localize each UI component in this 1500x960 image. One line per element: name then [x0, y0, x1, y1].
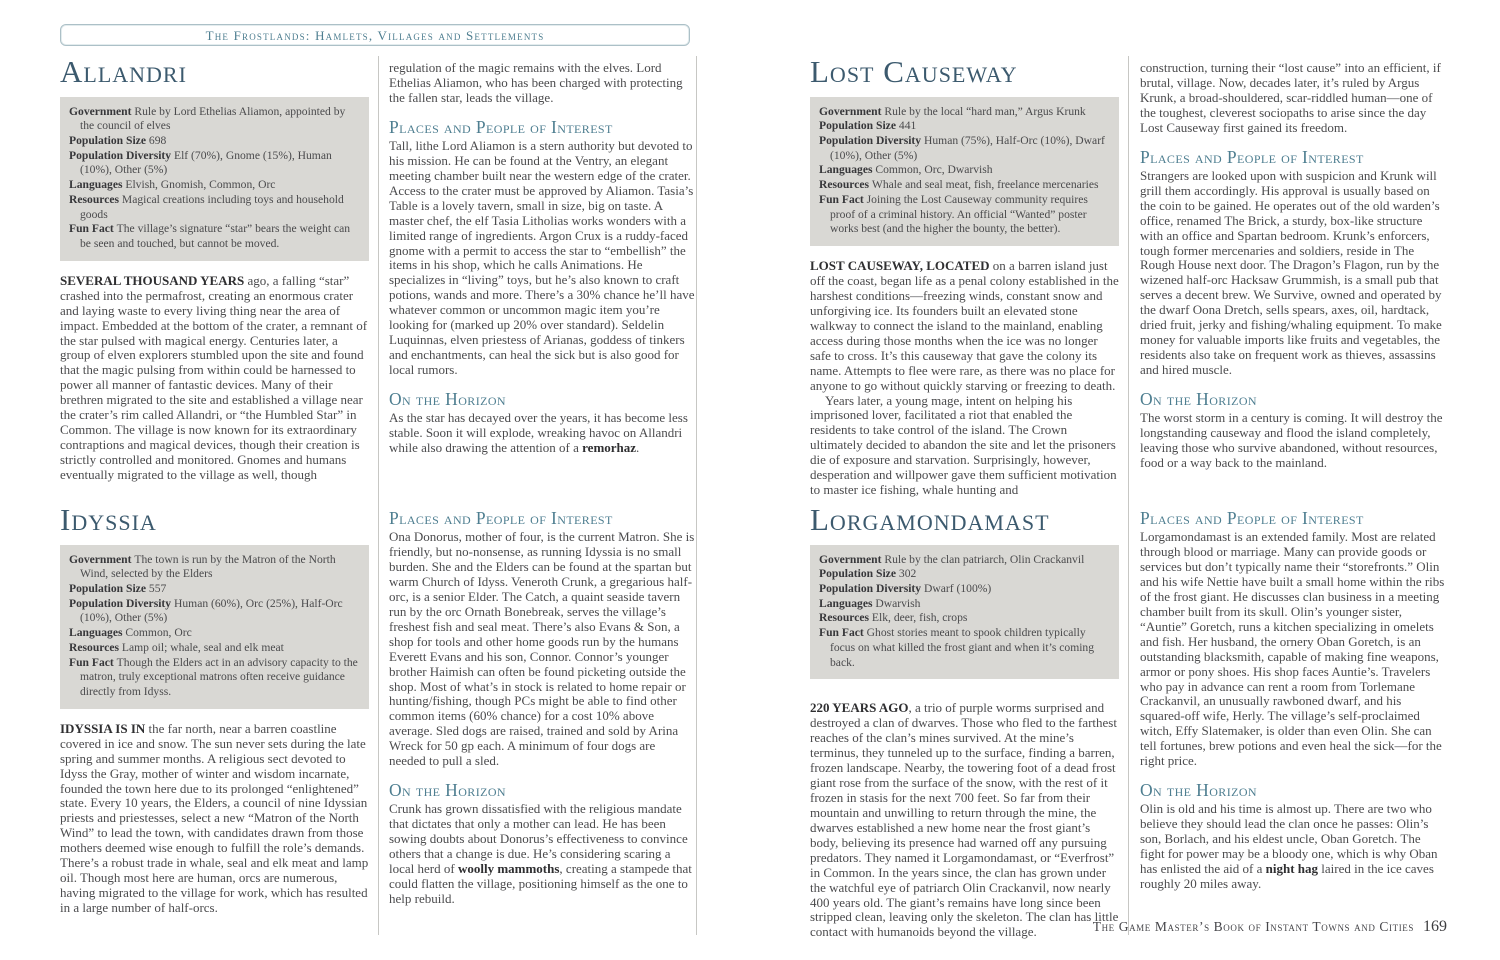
paragraph-lead: LOST CAUSEWAY, LOCATED — [810, 258, 990, 274]
allandri-places-heading: Places and People of Interest — [389, 116, 613, 137]
stat-row: Languages Common, Orc — [69, 626, 192, 640]
lorgamondamast-title: Lorgamondamast — [810, 502, 1050, 537]
lost-causeway-history-paragraph: LOST CAUSEWAY, LOCATED on a barren island just off the coast, began life as a penal colony established in the harshest conditions—freezing winds, constant snow and unforgiving ice. Its founders built an elevated stone walkway to connect the island to the mainland, enabling access during those months when the ice was no longer safe to cross. It’s this causeway that gave the colony its name. Attempts to flee were rare, as there was no place for anyone to go without quickly starving or freezing to death. — [810, 258, 1119, 393]
stat-row: Languages Dwarvish — [819, 596, 921, 610]
lost-causeway-section — [810, 56, 1119, 498]
lorgamondamast-places-text: Lorgamondamast is an extended family. Most are related through blood or marriage. Many can provide goods or services but don’t typically name their “storefronts.” Olin and his wife Nettie have built a small home within the ribs of the frost giant. He discusses clan business in a meeting chamber built from its skull. Olin’s younger sister, “Auntie” Goretch, runs a kitchen specializing in omelets and fish. Her husband, the ornery Oban Goretch, is an outstanding blacksmith, capable of making fine weapons, armor or pony shoes. His shop faces Auntie’s. Travelers who pay in advance can rent a room from Torlemane Crackanvil, an unusually rawboned dwarf, and his squared-off wife, Herly. The village’s self-proclaimed witch, Effy Slatemaker, is older than even Olin. She can tell fortunes, brew potions and even heal the sick—for the right price. — [1140, 529, 1445, 769]
lost-causeway-horizon-heading: On the Horizon — [1140, 388, 1257, 409]
lost-causeway-history-paragraph-2: Years later, a young mage, intent on helping his imprisoned lover, facilitated a riot that enabled the residents to take control of the island. The Crown ultimately decided to abandon the site and let the prisoners die of exposure and starvation. Surprisingly, however, desperation and willpower gave them sufficient motivation to master ice fishing, whale hunting and — [810, 392, 1117, 498]
page-edge-rule — [696, 56, 697, 935]
stat-row: Government Rule by the clan patriarch, Olin Crackanvil — [819, 552, 1085, 566]
stat-row: Government Rule by the local “hard man,” Argus Krunk — [819, 104, 1086, 118]
lorgamondamast-places-heading: Places and People of Interest — [1140, 508, 1364, 528]
paragraph-lead: SEVERAL THOUSAND YEARS — [60, 272, 245, 288]
stat-row: Population Size 441 — [819, 119, 917, 133]
stat-row: Government Rule by Lord Ethelias Aliamon, appointed by the council of elves — [69, 104, 346, 133]
stat-row: Population Diversity Human (75%), Half-Orc (10%), Dwarf (10%), Other (5%) — [819, 134, 1105, 162]
lorgamondamast-horizon-text: Olin is old and his time is almost up. There are two who believe they should lead the clan once he passes: Olin’s son, Borlach, and his eldest uncle, Oban Goretch. The fight for power may be a bloody one, which is why Oban has enlisted the aid of a night hag laired in the ice caves roughly 20 miles away. — [1140, 801, 1438, 891]
stat-row: Resources Elk, deer, fish, crops — [819, 611, 968, 625]
chapter-banner — [60, 24, 690, 46]
stat-row: Languages Elvish, Gnomish, Common, Orc — [69, 178, 276, 192]
stat-row: Resources Lamp oil; whale, seal and elk meat — [69, 640, 284, 654]
idyssia-horizon-text: Crunk has grown dissatisfied with the religious mandate that dictates that only a mother can lead. He has been sowing doubts about Donorus’s effectiveness to convince others that a change is due. He’s considering scaring a local herd of woolly mammoths, creating a stampede that could flatten the village, positioning himself as the one to help rebuild. — [389, 801, 692, 906]
allandri-horizon-text: As the star has decayed over the years, it has become less stable. Soon it will explode, wreaking havoc on Allandri while also drawing the attention of a remorhaz. — [389, 410, 688, 455]
stat-row: Fun Fact Joining the Lost Causeway community requires proof of a criminal history. An official “Wanted” poster works best (and the higher the bounty, the better). — [819, 192, 1088, 236]
allandri-continuation-paragraph: regulation of the magic remains with the elves. Lord Ethelias Aliamon, who has been charged with protecting the fallen star, leads the village. — [389, 60, 683, 105]
lost-causeway-section-continued — [1140, 56, 1446, 471]
idyssia-section-continued — [389, 504, 695, 907]
column-divider — [378, 56, 379, 935]
idyssia-places-heading: Places and People of Interest — [389, 508, 613, 528]
stat-row: Government The town is run by the Matron of the North Wind, selected by the Elders — [69, 552, 336, 581]
idyssia-history-paragraph: IDYSSIA IS IN the far north, near a barren coastline covered in ice and snow. The sun never sets during the late spring and summer months. A religious sect devoted to Idyss the Gray, mother of winter and wisdom incarnate, founded the town here due to its prolonged “enlightened” state. Every 10 years, the Elders, a council of nine Idyssian priests and priestesses, select a new “Matron of the North Wind” to lead the town, with candidates drawn from those mothers deemed wise enough to fulfill the role’s demands. There’s a robust trade in whale, seal and elk meat and lamp oil. Though most here are human, orcs are numerous, having migrated to the village for work, which has resulted in a large number of half-orcs. — [60, 720, 369, 916]
lorgamondamast-section-continued — [1140, 504, 1446, 892]
idyssia-stat-box — [60, 545, 369, 709]
lorgamondamast-history-paragraph: 220 YEARS AGO, a trio of purple worms surprised and destroyed a clan of dwarves. Those who fled to the farthest reaches of the clan’s mines survived. At the mine’s terminus, they tunneled up to the surface, finding a barren, frozen landscape. Nearby, the towering foot of a dead frost giant rose from the surface of the snow, with the rest of it frozen in stasis for the next 700 feet. So far from their mountain and unwilling to return through the mine, the dwarves established a new home near the frost giant’s body, believing its presence had warned off any pursuing predators. They named it Lorgamondamast, or “Everfrost” in Common. In the years since, the clan has grown under the watchful eye of patriarch Olin Crackanvil, now nearly 400 years old. The giant’s remains have long since been stripped clean, leaving only the skeleton. The clan has little contact with humanoids beyond the village. — [810, 700, 1119, 940]
stat-row: Resources Whale and seal meat, fish, freelance mercenaries — [819, 178, 1099, 192]
stat-row: Population Size 698 — [69, 134, 167, 148]
allandri-history-paragraph: SEVERAL THOUSAND YEARS ago, a falling “star” crashed into the permafrost, creating an enormous crater and laying waste to every living thing near the area of impact. Embedded at the bottom of the crater, a remnant of the star pulsed with magical energy. Centuries later, a group of elven explorers stumbled upon the site and found that the magic pulsing from within could be harnessed to power all manner of fantastic devices. Many of their brethren migrated to the site and established a village near the crater’s rim called Allandri, or “the Humbled Star” in Common. The village is now known for its extraordinary contraptions and magical devices, though their creation is strictly controlled and monitored. Gnomes and humans eventually migrated to the village as well, though — [60, 272, 368, 482]
paragraph-lead: 220 YEARS AGO — [810, 700, 909, 716]
lost-causeway-title: Lost Causeway — [810, 54, 1018, 89]
page-footer — [810, 918, 1447, 936]
lost-causeway-places-heading: Places and People of Interest — [1140, 146, 1364, 167]
chapter-banner-title: The Frostlands: Hamlets, Villages and Settlements — [205, 28, 545, 43]
stat-row: Population Diversity Human (60%), Orc (25%), Half-Orc (10%), Other (5%) — [69, 596, 343, 625]
allandri-places-text: Tall, lithe Lord Aliamon is a stern authority but devoted to his mission. He can be found at the Ventry, an elegant meeting chamber built near the western edge of the crater. Access to the crater must be approved by Aliamon. Tasia’s Table is a lovely tavern, small in size, big on taste. A master chef, the elf Tasia Litholias works wonders with a limited range of ingredients. Argon Crux is a ruddy-faced gnome with a permit to access the star to “embellish” the items in his shop, which he calls Animations. He specializes in “living” toys, but he’s also known to craft potions, wands and more. There’s a 30% chance he’ll have whatever common or uncommon magic item you’re looking for (marked up 20% over standard). Seldelin Luquinnas, elven priestess of Arianas, goddess of tinkers and enchantments, can heal the sick but is also good for local rumors. — [389, 137, 695, 377]
stat-row: Population Size 557 — [69, 582, 167, 596]
allandri-section-continued — [389, 56, 695, 456]
column-divider — [1128, 56, 1129, 935]
allandri-stat-box — [60, 97, 369, 261]
footer-page-number: 169 — [1423, 918, 1447, 935]
stat-row: Population Size 302 — [819, 567, 917, 581]
stat-row: Fun Fact Ghost stories meant to spook children typically focus on what killed the frost giant and when it’s coming back. — [819, 626, 1095, 669]
lost-causeway-horizon-text: The worst storm in a century is coming. It will destroy the longstanding causeway and flood the island completely, leaving those who survive abandoned, without resources, food or a way back to the mainland. — [1140, 410, 1443, 470]
lost-causeway-stat-box — [810, 97, 1119, 246]
idyssia-places-text: Ona Donorus, mother of four, is the current Matron. She is friendly, but no-nonsense, as running Idyssia is no small burden. She and the Elders can be found at the spartan but warm Church of Idyss. Veneroth Crunk, a gregarious half-orc, is a senior Elder. The Catch, a quaint seaside tavern run by the orc Ornath Bonebreak, serves the village’s freshest fish and seal meat. There’s also Evans & Son, a shop for tools and other home goods run by the humans Everett Evans and his son, Connor. Connor’s younger brother Haimish can often be found picketing outside the shop. Most of what’s in stock is related to home repair or hunting/fishing, though PCs might be able to find other common items (60% chance) for a cost 10% above average. Sled dogs are raised, trained and sold by Arina Wreck for 50 gp each. A minimum of four dogs are needed to pull a sled. — [389, 529, 695, 769]
footer-book-title: The Game Master’s Book of Instant Towns and Cities — [1092, 919, 1414, 934]
lorgamondamast-horizon-heading: On the Horizon — [1140, 780, 1257, 801]
lorgamondamast-section — [810, 504, 1119, 940]
paragraph-lead: IDYSSIA IS IN — [60, 720, 146, 736]
allandri-section — [60, 56, 369, 483]
lost-causeway-places-text: Strangers are looked upon with suspicion and Krunk will grill them accordingly. His approval is usually based on the coin to be gained. He operates out of the old warden’s office, renamed The Brick, a sturdy, box-like structure with an office and Spartan bedroom. Krunk’s enforcers, tough former mercenaries and soldiers, reside in The Rough House next door. The Dragon’s Flagon, run by the wizened half-orc Hacksaw Grummish, is a small pub that serves a decent brew. We Survive, owned and operated by the dwarf Oona Dretch, sells spears, axes, oil, hardtack, dried fruit, jerky and fishing/whaling equipment. To make money for valuable imports like fruits and vegetables, the residents also take on frequent work as thieves, assassins and hired muscle. — [1140, 167, 1442, 377]
idyssia-horizon-heading: On the Horizon — [389, 780, 506, 801]
stat-row: Languages Common, Orc, Dwarvish — [819, 163, 993, 177]
stat-row: Fun Fact The village’s signature “star” bears the weight can be seen and touched, but cannot be moved. — [69, 222, 351, 251]
lost-causeway-continuation-paragraph: construction, turning their “lost cause” into an efficient, if brutal, village. Now, decades later, it’s ruled by Argus Krunk, a broad-shouldered, scar-riddled human—one of the toughest, cleverest sociopaths to arise since the day Lost Causeway first gained its freedom. — [1140, 60, 1441, 135]
stat-row: Population Diversity Dwarf (100%) — [819, 582, 992, 596]
allandri-horizon-heading: On the Horizon — [389, 388, 506, 409]
idyssia-section — [60, 504, 369, 916]
lorgamondamast-stat-box — [810, 545, 1119, 680]
stat-row: Fun Fact Though the Elders act in an advisory capacity to the matron, truly exceptional matrons often receive guidance directly from Idyss. — [69, 655, 358, 699]
idyssia-title: Idyssia — [60, 502, 157, 537]
stat-row: Resources Magical creations including toys and household goods — [69, 192, 344, 221]
allandri-title: Allandri — [60, 54, 187, 89]
stat-row: Population Diversity Elf (70%), Gnome (15%), Human (10%), Other (5%) — [69, 148, 332, 177]
